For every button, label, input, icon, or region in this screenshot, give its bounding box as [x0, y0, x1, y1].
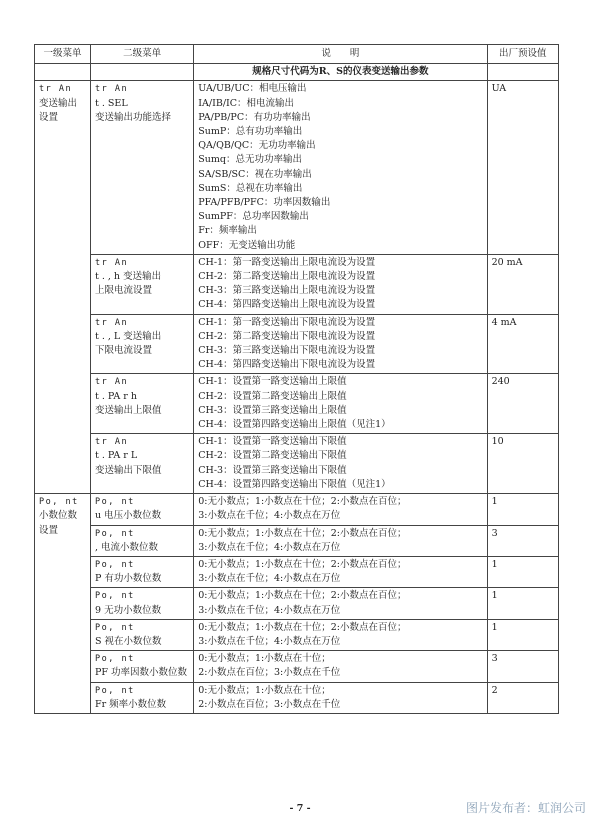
menu1-label: 小数位数	[39, 510, 78, 522]
menu1-code: tr An	[39, 84, 73, 95]
description-line: CH-3：设置第三路变送输出上限值	[198, 404, 347, 416]
menu1-cell	[35, 494, 91, 714]
description-line: 0:无小数点；1:小数点在十位；	[198, 684, 331, 696]
description-line: 3:小数点在千位；4:小数点在万位	[198, 635, 341, 647]
menu2-label: 9 无功小数位数	[95, 604, 162, 616]
menu1-code: Po, nt	[39, 497, 79, 508]
default-value: 1	[487, 494, 558, 525]
menu2-label: t . PA r h	[95, 390, 137, 402]
description-line: SumP：总有功功率输出	[198, 126, 303, 138]
table-row	[35, 494, 559, 525]
menu2-code: tr An	[95, 317, 129, 328]
default-value: UA	[487, 81, 558, 254]
subheader-blank-4	[487, 64, 558, 81]
description-line: 0:无小数点；1:小数点在十位；2:小数点在百位；	[198, 558, 407, 570]
table-row	[35, 682, 559, 713]
description-line: 0:无小数点；1:小数点在十位；2:小数点在百位；	[198, 590, 407, 602]
default-value: 1	[487, 619, 558, 650]
menu1-label: 设置	[39, 111, 59, 123]
menu2-label: 变送输出功能选择	[95, 111, 172, 123]
menu2-label: Fr 频率小数位数	[95, 698, 167, 710]
description-cell	[194, 619, 487, 650]
description-line: SumS：总视在功率输出	[198, 182, 303, 194]
default-value: 1	[487, 588, 558, 619]
description-line: 2:小数点在百位；3:小数点在千位	[198, 698, 341, 710]
publisher-watermark: 图片发布者：虹润公司	[465, 801, 586, 815]
table-row	[35, 651, 559, 682]
table-header-row	[35, 45, 559, 64]
table-row	[35, 619, 559, 650]
table-row	[35, 81, 559, 254]
menu2-code: Po, nt	[95, 497, 135, 508]
subheader-blank-1	[35, 64, 91, 81]
description-line: SA/SB/SC：视在功率输出	[198, 168, 312, 180]
default-value: 240	[487, 374, 558, 434]
subheader-title: 规格尺寸代码为R、S的仪表变送输出参数	[194, 64, 487, 81]
menu2-code: Po, nt	[95, 591, 135, 602]
menu2-code: tr An	[95, 437, 129, 448]
menu2-code: tr An	[95, 257, 129, 268]
description-line: CH-3：第三路变送输出下限电流设为设置	[198, 345, 376, 357]
table-row	[35, 556, 559, 587]
description-line: 3:小数点在千位；4:小数点在万位	[198, 604, 341, 616]
header-menu2: 二级菜单	[91, 45, 194, 64]
menu2-code: tr An	[95, 377, 129, 388]
page-number: - 7 -	[289, 803, 311, 814]
menu2-cell	[91, 682, 194, 713]
menu2-label: PF 功率因数小数位数	[95, 667, 188, 679]
description-line: 0:无小数点；1:小数点在十位；2:小数点在百位；	[198, 621, 407, 633]
menu1-label: 设置	[39, 524, 59, 536]
header-menu1: 一级菜单	[35, 45, 91, 64]
description-cell	[194, 525, 487, 556]
description-line: UA/UB/UC：相电压输出	[198, 83, 307, 95]
table-row	[35, 588, 559, 619]
description-cell	[194, 494, 487, 525]
menu2-label: S 视在小数位数	[95, 635, 162, 647]
default-value: 10	[487, 434, 558, 494]
menu2-cell	[91, 374, 194, 434]
description-line: CH-2：设置第二路变送输出下限值	[198, 450, 347, 462]
description-cell	[194, 374, 487, 434]
description-cell	[194, 651, 487, 682]
menu2-label: t . PA r L	[95, 450, 138, 462]
menu2-cell	[91, 525, 194, 556]
menu2-label: 变送输出下限值	[95, 464, 162, 476]
description-cell	[194, 588, 487, 619]
menu2-code: Po, nt	[95, 685, 135, 696]
menu2-code: Po, nt	[95, 528, 135, 539]
description-line: OFF：无变送输出功能	[198, 239, 296, 251]
menu2-label: t . , h 变送输出	[95, 271, 162, 283]
default-value: 3	[487, 651, 558, 682]
description-cell	[194, 556, 487, 587]
description-cell	[194, 434, 487, 494]
description-line: QA/QB/QC：无功功率输出	[198, 140, 316, 152]
description-cell	[194, 81, 487, 254]
default-value: 2	[487, 682, 558, 713]
menu2-cell	[91, 588, 194, 619]
description-line: CH-2：第二路变送输出上限电流设为设置	[198, 271, 376, 283]
menu2-cell	[91, 81, 194, 254]
menu2-code: Po, nt	[95, 654, 135, 665]
menu2-label: 上限电流设置	[95, 285, 153, 297]
default-value: 4 mA	[487, 314, 558, 374]
description-line: Sumq：总无功功率输出	[198, 154, 302, 166]
table-row	[35, 314, 559, 374]
description-line: CH-4：设置第四路变送输出下限值（见注1）	[198, 478, 391, 490]
menu1-label: 变送输出	[39, 97, 78, 109]
description-line: 0:无小数点；1:小数点在十位；2:小数点在百位；	[198, 496, 407, 508]
description-line: CH-2：第二路变送输出下限电流设为设置	[198, 330, 376, 342]
default-value: 1	[487, 556, 558, 587]
menu1-cell	[35, 81, 91, 494]
description-line: PA/PB/PC：有功功率输出	[198, 111, 311, 123]
menu2-cell	[91, 314, 194, 374]
description-line: CH-1：第一路变送输出下限电流设为设置	[198, 316, 376, 328]
description-line: 0:无小数点；1:小数点在十位；2:小数点在百位；	[198, 527, 407, 539]
table-row	[35, 525, 559, 556]
menu2-code: Po, nt	[95, 622, 135, 633]
description-line: CH-1：设置第一路变送输出下限值	[198, 436, 347, 448]
description-line: PFA/PFB/PFC：功率因数输出	[198, 197, 331, 209]
subheader-row	[35, 64, 559, 81]
description-line: CH-4：第四路变送输出上限电流设为设置	[198, 299, 376, 311]
table-body	[35, 64, 559, 714]
menu2-code: tr An	[95, 84, 129, 95]
description-cell	[194, 682, 487, 713]
description-cell	[194, 254, 487, 314]
description-line: Fr：频率输出	[198, 225, 257, 237]
parameter-table	[34, 44, 559, 714]
menu2-label: t . SEL	[95, 97, 128, 109]
menu2-label: 下限电流设置	[95, 345, 153, 357]
menu2-cell	[91, 619, 194, 650]
header-description: 说 明	[194, 45, 487, 64]
description-line: 3:小数点在千位；4:小数点在万位	[198, 541, 341, 553]
description-line: CH-4：设置第四路变送输出上限值（见注1）	[198, 419, 391, 431]
description-cell	[194, 314, 487, 374]
subheader-blank-2	[91, 64, 194, 81]
menu2-label: P 有功小数位数	[95, 573, 162, 585]
description-line: SumPF：总功率因数输出	[198, 211, 309, 223]
table-row	[35, 434, 559, 494]
menu2-code: Po, nt	[95, 559, 135, 570]
description-line: 3:小数点在千位；4:小数点在万位	[198, 510, 341, 522]
description-line: CH-4：第四路变送输出下限电流设为设置	[198, 359, 376, 371]
menu2-label: u 电压小数位数	[95, 510, 162, 522]
menu2-label: , 电流小数位数	[95, 541, 159, 553]
menu2-cell	[91, 494, 194, 525]
description-line: IA/IB/IC：相电流输出	[198, 97, 295, 109]
header-default: 出厂预设值	[487, 45, 558, 64]
description-line: CH-2：设置第二路变送输出上限值	[198, 390, 347, 402]
menu2-cell	[91, 651, 194, 682]
description-line: 0:无小数点；1:小数点在十位；	[198, 653, 331, 665]
menu2-label: 变送输出上限值	[95, 404, 162, 416]
description-line: CH-3：设置第三路变送输出下限值	[198, 464, 347, 476]
default-value: 20 mA	[487, 254, 558, 314]
table-row	[35, 254, 559, 314]
default-value: 3	[487, 525, 558, 556]
menu2-cell	[91, 254, 194, 314]
description-line: CH-1：第一路变送输出上限电流设为设置	[198, 256, 376, 268]
table-row	[35, 374, 559, 434]
menu2-label: t . , L 变送输出	[95, 330, 162, 342]
menu2-cell	[91, 434, 194, 494]
description-line: 3:小数点在千位；4:小数点在万位	[198, 573, 341, 585]
description-line: 2:小数点在百位；3:小数点在千位	[198, 667, 341, 679]
description-line: CH-1：设置第一路变送输出上限值	[198, 376, 347, 388]
manual-page	[34, 44, 559, 714]
menu2-cell	[91, 556, 194, 587]
description-line: CH-3：第三路变送输出上限电流设为设置	[198, 285, 376, 297]
